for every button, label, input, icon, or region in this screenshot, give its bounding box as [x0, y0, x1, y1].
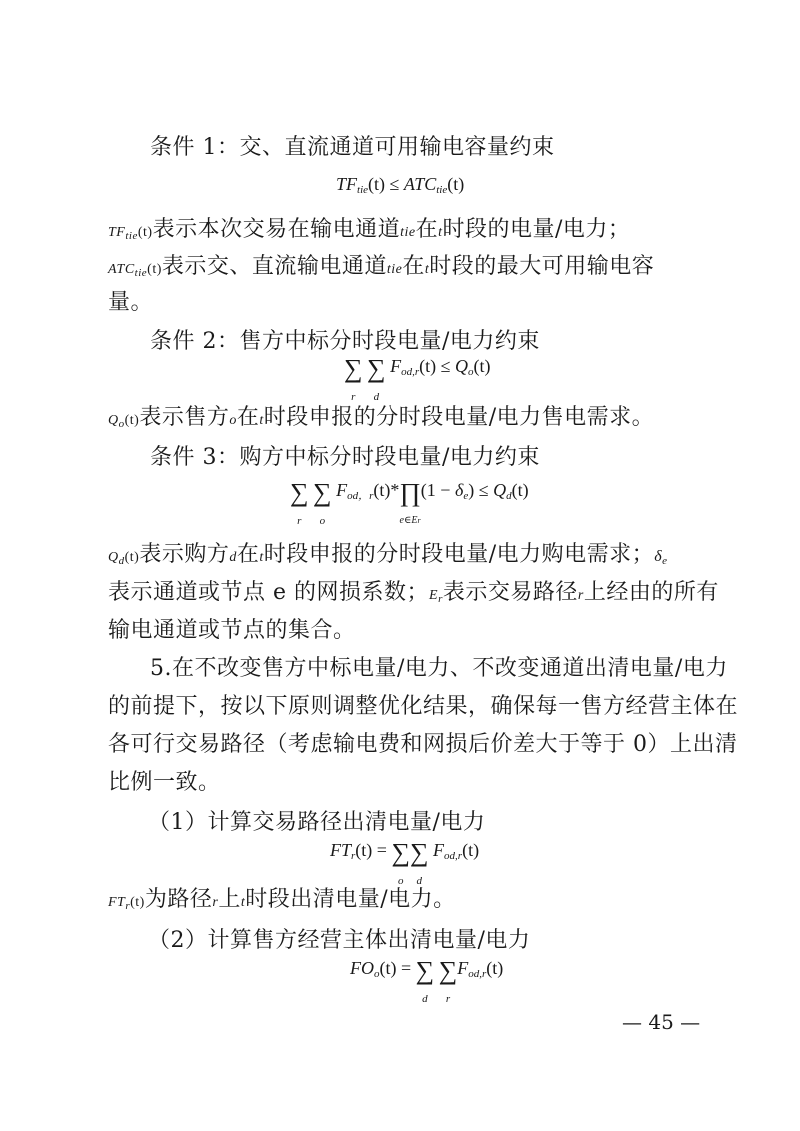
eq-t-arg-6: (t) [511, 480, 529, 500]
eq-r-sub: r [351, 850, 356, 862]
eq-sum-d-2: ∑ d [410, 838, 429, 887]
eq-star: * [390, 480, 400, 500]
eq-sum-o-2: ∑ o [391, 838, 410, 887]
eq-equals-2: = [401, 958, 412, 978]
equation-condition-1 [336, 174, 464, 196]
condition-3-desc-3: 输电通道或节点的集合。 [108, 618, 356, 643]
equation-step-2 [350, 956, 504, 1005]
condition-1-title: 条件 1：交、直流通道可用输电容量约束 [150, 135, 555, 160]
eq-t-arg-5: (t) [373, 480, 391, 500]
eq-od-r-sub: od,r [401, 366, 420, 378]
condition-2-desc: $Q_o(t)$表示售方o在t时段申报的分时段电量/电力售电需求。 [108, 405, 655, 430]
condition-1-desc-2-cont: 量。 [108, 290, 154, 315]
step-2-title: （2）计算售方经营主体出清电量/电力 [148, 928, 531, 953]
eq-atc: ATC [403, 174, 437, 194]
eq-od-r-sub-2: od，r [347, 490, 374, 502]
eq-tie-sub: tie [357, 184, 369, 196]
eq-sum-r: ∑ r [344, 354, 363, 403]
eq-tie-sub-2: tie [436, 184, 448, 196]
step-1-desc: $FT_r(t)$为路径r上t时段出清电量/电力。 [108, 887, 456, 912]
paragraph-5-line-4: 比例一致。 [108, 770, 221, 795]
step-1-title: （1）计算交易路径出清电量/电力 [148, 810, 486, 835]
eq-f-3: F [433, 840, 445, 860]
condition-2-title: 条件 2：售方中标分时段电量/电力约束 [150, 329, 540, 354]
eq-sum-d: ∑ d [367, 354, 386, 403]
eq-t-arg-3: (t) [419, 356, 437, 376]
paragraph-5-line-2: 的前提下，按以下原则调整优化结果，确保每一售方经营主体在 [108, 694, 739, 719]
eq-t-arg-7: (t) [355, 840, 373, 860]
eq-e-sub: e [463, 490, 469, 502]
eq-t-arg-2: (t) [447, 174, 465, 194]
eq-fo: FO [350, 958, 374, 978]
eq-ft: FT [330, 840, 352, 860]
eq-sum-r-2: ∑ r [290, 478, 309, 527]
eq-leq-2: ≤ [440, 356, 451, 376]
eq-sum-o: ∑ o [313, 478, 332, 527]
eq-t-arg-9: (t) [379, 958, 397, 978]
paragraph-5-line-3: 各可行交易路径（考虑输电费和网损后价差大于等于 0）上出清 [108, 732, 738, 757]
condition-3-title: 条件 3：购方中标分时段电量/电力约束 [150, 445, 540, 470]
equation-condition-3 [290, 478, 529, 527]
condition-3-desc-2: 表示通道或节点 e 的网损系数；$E_r$表示交易路径r上经由的所有 [108, 580, 719, 605]
condition-3-desc-1: $Q_d(t)$表示购方d在t时段申报的分时段电量/电力购电需求；$\delta_e$ [108, 542, 668, 567]
eq-f-4: F [457, 958, 469, 978]
eq-one-minus: (1 − [420, 480, 455, 500]
eq-f-2: F [336, 480, 348, 500]
eq-o-sub: o [468, 366, 474, 378]
eq-prod: ∏ e∈Er [399, 478, 421, 526]
eq-t-arg-4: (t) [473, 356, 491, 376]
condition-1-desc-1: $TF_{tie}(t)$表示本次交易在输电通道tie在t时段的电量/电力； [108, 217, 631, 242]
eq-d-sub: d [506, 490, 512, 502]
equation-step-1 [330, 838, 480, 887]
eq-q: Q [455, 356, 469, 376]
page-number: — 45 — [622, 1010, 701, 1034]
eq-close: ) [468, 480, 475, 500]
condition-1-desc-2: $ATC_{tie}(t)$表示交、直流输电通道tie在t时段的最大可用输电容 [108, 254, 655, 279]
eq-t-arg-10: (t) [486, 958, 504, 978]
eq-od-r-sub-3: od,r [444, 850, 463, 862]
eq-sum-r-3: ∑ r [438, 956, 458, 1005]
eq-leq-3: ≤ [478, 480, 489, 500]
eq-f: F [390, 356, 402, 376]
eq-leq: ≤ [389, 174, 400, 194]
eq-tf: TF [336, 174, 358, 194]
paragraph-5-line-1: 5.在不改变售方中标电量/电力、不改变通道出清电量/电力 [150, 656, 728, 681]
eq-delta: δ [454, 480, 464, 500]
eq-t-arg: (t) [368, 174, 386, 194]
eq-od-r-sub-4: od,r [468, 968, 487, 980]
eq-equals: = [376, 840, 387, 860]
eq-q-2: Q [493, 480, 507, 500]
eq-t-arg-8: (t) [462, 840, 480, 860]
eq-o-sub-2: o [374, 968, 380, 980]
equation-condition-2 [344, 354, 491, 403]
eq-sum-d-3: ∑ d [415, 956, 435, 1005]
